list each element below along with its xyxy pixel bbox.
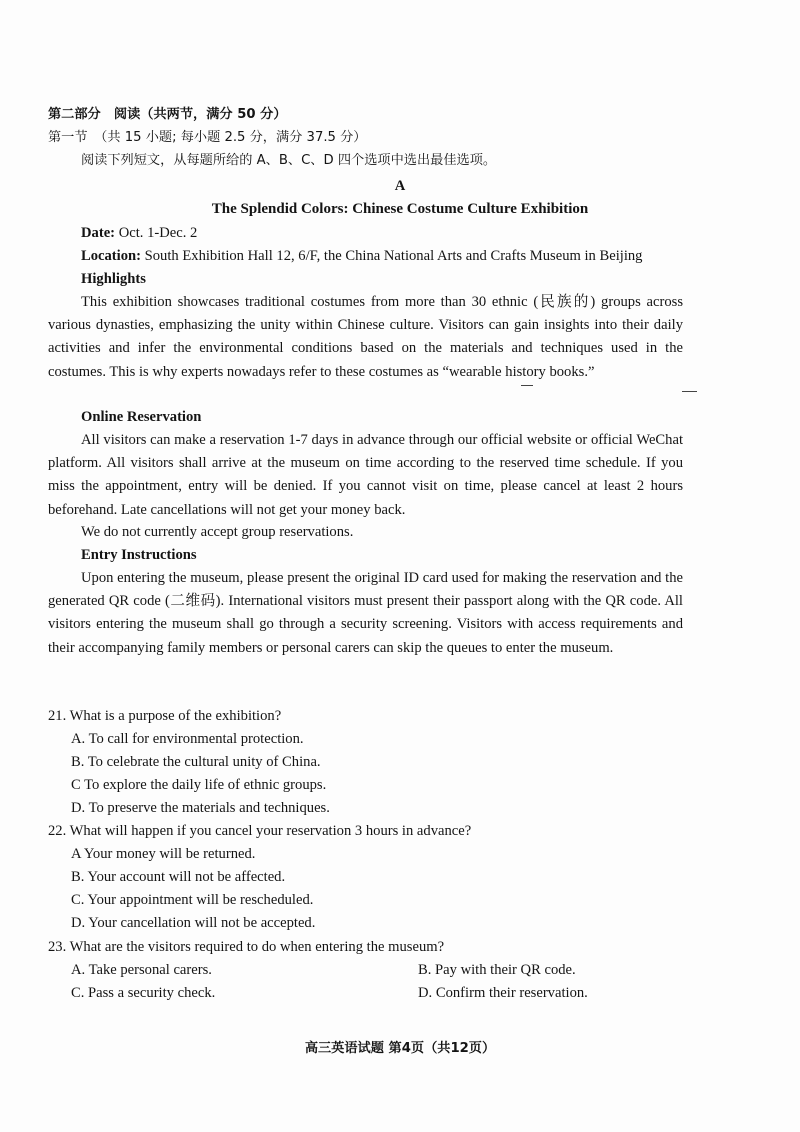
question-22-stem: 22. What will happen if you cancel your reservation 3 hours in advance? xyxy=(48,823,472,839)
instructions: 阅读下列短文，从每题所给的 A、B、C、D 四个选项中选出最佳选项。 xyxy=(81,153,497,168)
question-21-option-d: D. To preserve the materials and techniques. xyxy=(71,800,330,816)
scan-mark xyxy=(682,391,697,392)
question-21-stem: 21. What is a purpose of the exhibition? xyxy=(48,708,282,724)
group-note: We do not currently accept group reservations. xyxy=(81,524,354,540)
question-23-option-c: C. Pass a security check. xyxy=(71,985,216,1001)
highlights-text: This exhibition showcases traditional costumes from more than 30 ethnic (民族的) groups across various dynasties, emphasizing the unity within Chinese culture. Visitors can gain insights into their daily activities and infer the environmental conditions based on the materials and techniques used in the costumes. This is why experts nowadays refer to these costumes as “wearable history books.” xyxy=(48,294,683,380)
location-value: South Exhibition Hall 12, 6/F, the China National Arts and Crafts Museum in Beijing xyxy=(141,248,643,264)
question-21-option-b: B. To celebrate the cultural unity of China. xyxy=(71,754,321,770)
date-value: Oct. 1-Dec. 2 xyxy=(115,225,198,241)
highlights-paragraph xyxy=(48,291,683,384)
question-23-option-a: A. Take personal carers. xyxy=(71,962,212,978)
location-row xyxy=(81,247,642,265)
question-22-option-a: A Your money will be returned. xyxy=(71,846,256,862)
entry-heading: Entry Instructions xyxy=(81,547,197,563)
reservation-paragraph xyxy=(48,429,683,522)
entry-paragraph xyxy=(48,567,683,660)
question-22-option-d: D. Your cancellation will not be accepted. xyxy=(71,915,316,931)
question-22-option-b: B. Your account will not be affected. xyxy=(71,869,286,885)
question-21-option-a: A. To call for environmental protection. xyxy=(71,731,304,747)
section-title: 第一节 （共 15 小题; 每小题 2.5 分，满分 37.5 分） xyxy=(48,130,367,145)
passage-letter: A xyxy=(394,178,406,194)
question-23-option-d: D. Confirm their reservation. xyxy=(418,985,588,1001)
question-21-option-c: C To explore the daily life of ethnic groups. xyxy=(71,777,327,793)
highlights-heading: Highlights xyxy=(81,271,146,287)
question-22-option-c: C. Your appointment will be rescheduled. xyxy=(71,892,314,908)
question-23-option-b: B. Pay with their QR code. xyxy=(418,962,576,978)
passage-title: The Splendid Colors: Chinese Costume Culture Exhibition xyxy=(211,201,589,217)
reservation-text: All visitors can make a reservation 1-7 days in advance through our official website or official WeChat platform. All visitors shall arrive at the museum on time according to the reserved time schedule. If you miss the appointment, entry will be denied. If you cannot visit on time, please cancel at least 2 hours beforehand. Late cancellations will not get your money back. xyxy=(48,432,683,518)
location-label: Location: xyxy=(81,248,141,264)
date-row xyxy=(81,224,197,242)
question-23-stem: 23. What are the visitors required to do when entering the museum? xyxy=(48,939,445,955)
part-title: 第二部分 阅读（共两节，满分 50 分） xyxy=(48,107,287,122)
reservation-heading: Online Reservation xyxy=(81,409,202,425)
page-footer: 高三英语试题 第4页（共12页） xyxy=(304,1041,496,1056)
entry-text: Upon entering the museum, please present the original ID card used for making the reservation and the generated QR code (二维码). International visitors must present their passport along with the QR code. All visitors entering the museum shall go through a security screening. Visitors with access requirements and their accompanying family members or personal carers can skip the queues to enter the museum. xyxy=(48,570,683,656)
scan-mark xyxy=(521,385,533,386)
date-label: Date: xyxy=(81,225,116,241)
